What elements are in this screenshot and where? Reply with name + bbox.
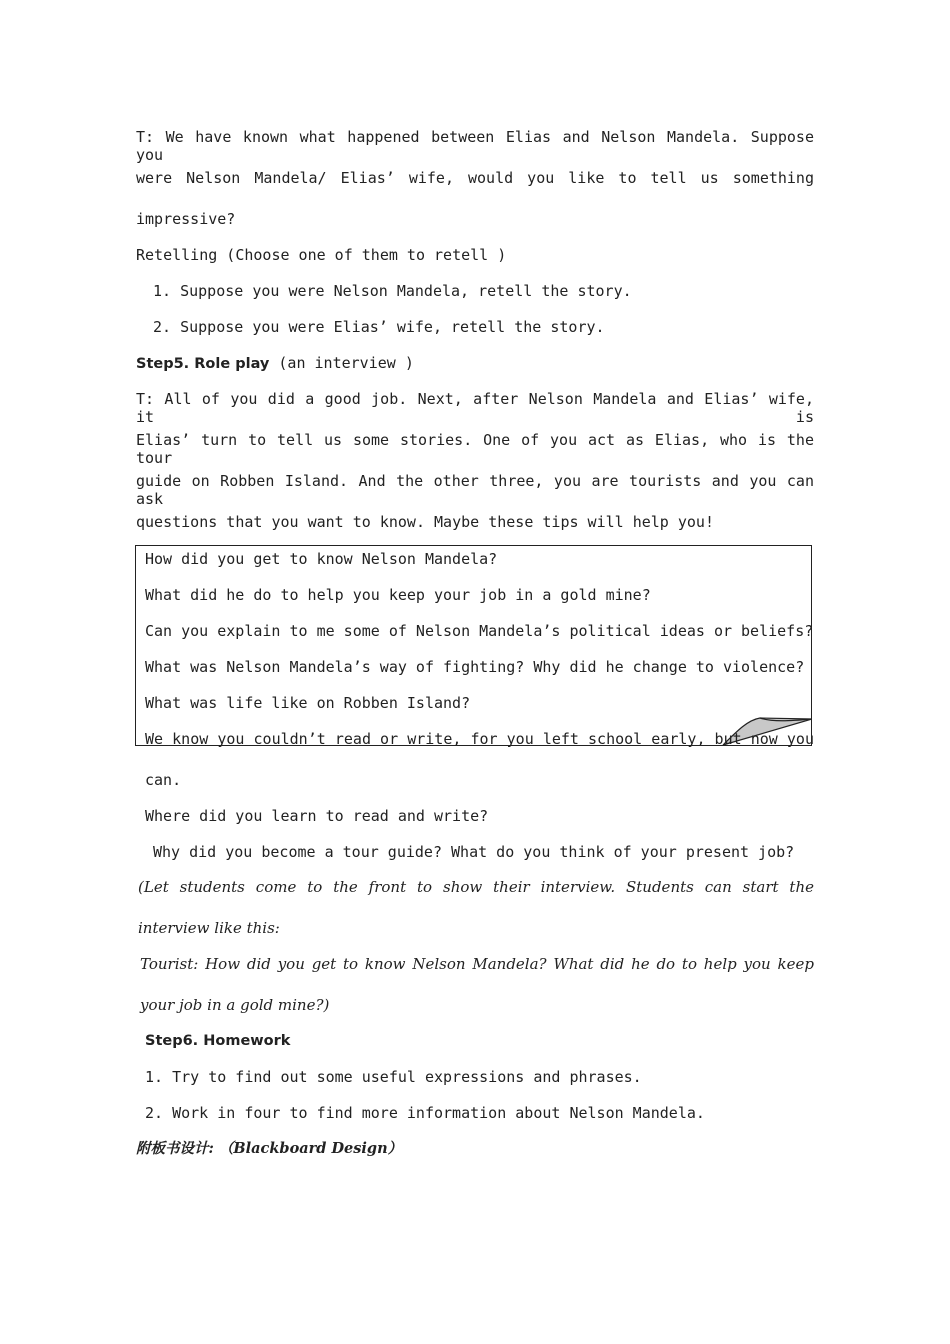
step5-para-line-4: questions that you want to know. Maybe these tips will help you! [136, 513, 714, 531]
retelling-heading: Retelling (Choose one of them to retell ) [136, 246, 507, 264]
intro-line-3: impressive? [136, 210, 236, 228]
step5-para-line-3: guide on Robben Island. And the other three, you are tourists and you can ask [136, 472, 814, 508]
tip-3: Can you explain to me some of Nelson Mandela’s political ideas or beliefs? [145, 622, 814, 640]
note-line-4: your job in a gold mine?) [140, 996, 330, 1014]
step5-para-line-1: T: All of you did a good job. Next, after Nelson Mandela and Elias’ wife, it is [136, 390, 814, 426]
intro-line-1: T: We have known what happened between Elias and Nelson Mandela. Suppose you [136, 128, 814, 164]
step5-heading [136, 354, 414, 373]
step5-para-line-2: Elias’ turn to tell us some stories. One of you act as Elias, who is the tour [136, 431, 814, 467]
note-line-3: Tourist: How did you get to know Nelson Mandela? What did he do to help you keep [140, 955, 814, 973]
step5-title: Step5. Role play [136, 356, 270, 372]
homework-item-2: 2. Work in four to find more information about Nelson Mandela. [145, 1104, 705, 1122]
step5-subtitle: (an interview ) [278, 354, 414, 372]
tip-6: We know you couldn’t read or write, for you left school early, but now you [145, 730, 814, 748]
tip-6-continued: can. [145, 771, 182, 789]
tip-2: What did he do to help you keep your job in a gold mine? [145, 586, 651, 604]
intro-line-2: were Nelson Mandela/ Elias’ wife, would you like to tell us something [136, 169, 814, 187]
note-line-1: (Let students come to the front to show their interview. Students can start the [138, 878, 814, 896]
step6-title: Step6. Homework [145, 1033, 291, 1049]
note-line-2: interview like this: [138, 919, 280, 937]
tip-8: Why did you become a tour guide? What do you think of your present job? [153, 843, 795, 861]
tip-5: What was life like on Robben Island? [145, 694, 471, 712]
retelling-item-1: 1. Suppose you were Nelson Mandela, retell the story. [153, 282, 632, 300]
tip-1: How did you get to know Nelson Mandela? [145, 550, 498, 568]
tip-7: Where did you learn to read and write? [145, 807, 489, 825]
tips-box [135, 545, 812, 746]
blackboard-design-label: 附板书设计: （Blackboard Design） [136, 1140, 403, 1157]
tip-4: What was Nelson Mandela’s way of fighting? Why did he change to violence? [145, 658, 805, 676]
retelling-item-2: 2. Suppose you were Elias’ wife, retell the story. [153, 318, 605, 336]
homework-item-1: 1. Try to find out some useful expressions and phrases. [145, 1068, 642, 1086]
